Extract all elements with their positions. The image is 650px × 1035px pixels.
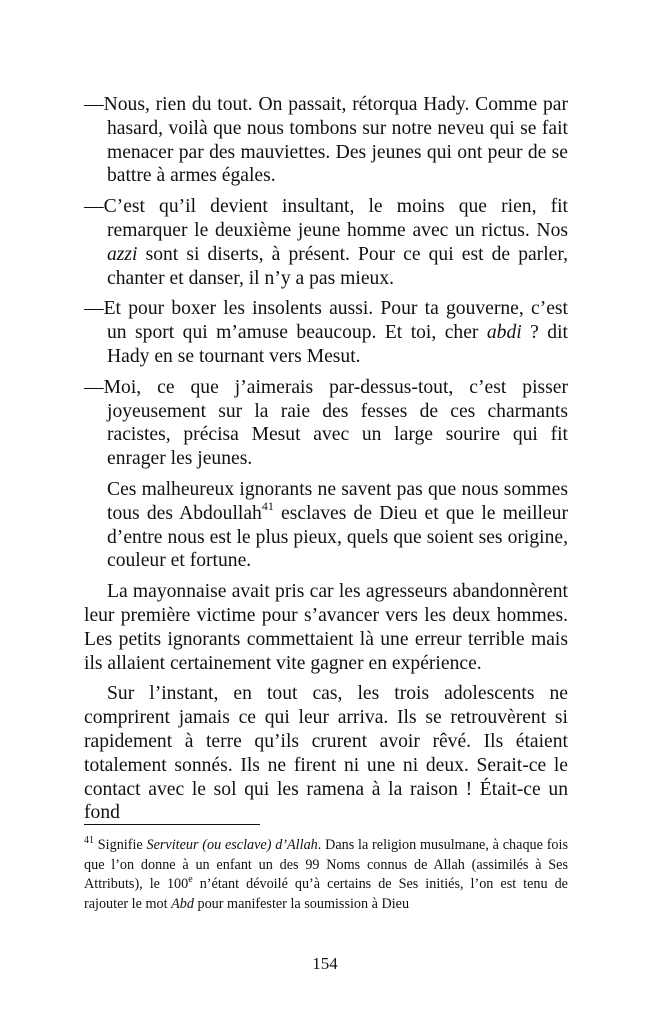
footnote-text: Signifie	[94, 837, 147, 853]
footnote-text: . Dans la religion musulmane, à chaque fois que l’on donne à un enfant un des 99 Noms connus de Allah (assimilés à Ses Attributs), le 100	[84, 837, 568, 892]
paragraph-text: Ces malheureux ignorants ne savent pas que nous sommes tous des Abdoullah	[107, 478, 568, 524]
footnote	[84, 836, 568, 914]
ordinal-suffix: e	[188, 874, 193, 886]
dialogue-dash: —	[84, 298, 104, 320]
main-text	[84, 93, 568, 832]
footnote-separator	[84, 824, 260, 825]
footnote-italic: Serviteur (ou esclave) d’Allah	[146, 837, 318, 853]
page-number: 154	[312, 954, 338, 973]
dialogue-text: sont si diserts, à présent. Pour ce qui est de parler, chanter et danser, il n’y a pas mieux.	[107, 243, 568, 289]
paragraph-text: esclaves de Dieu et que le meilleur d’entre nous est le plus pieux, quels que soient ses origine, couleur et fortune.	[107, 502, 569, 572]
dialogue-line	[84, 376, 568, 471]
footnote-italic: Abd	[171, 895, 194, 912]
dialogue-line	[84, 297, 568, 368]
dialogue-dash: —	[84, 196, 104, 218]
dialogue-text: ? dit Hady en se tournant vers Mesut.	[107, 322, 568, 367]
dialogue-dash: —	[84, 94, 104, 115]
footnote-reference[interactable]: 41	[261, 499, 274, 514]
italic-word: abdi	[486, 322, 522, 344]
paragraph: La mayonnaise avait pris car les agresseurs abandonnèrent leur première victime pour s’avancer vers les deux hommes. Les petits ignorants commettaient là une erreur terrible mais ils allaient certainement vite gagner en expérience.	[84, 581, 568, 674]
paragraph: Sur l’instant, en tout cas, les trois adolescents ne comprirent jamais ce qui leur arriva. Ils se retrouvèrent si rapidement à terre qu’ils crurent avoir rêvé. Ils étaient totalement sonnés. Ils ne firent ni une ni deux. Serait-ce le contact avec le sol qui les ramena à la raison ! Était-ce un fond	[84, 683, 568, 824]
footnote-text: n’étant dévoilé qu’à certains de Ses initiés, l’on est tenu de rajouter le mot	[84, 876, 568, 912]
footnote-text: pour manifester la soumission à Dieu	[193, 895, 410, 912]
dialogue-text: C’est qu’il devient insultant, le moins que rien, fit remarquer le deuxième jeune homme avec un rictus. Nos	[103, 196, 568, 241]
dialogue-line	[84, 195, 568, 290]
dialogue-text: Et pour boxer les insolents aussi. Pour ta gouverne, c’est un sport qui m’amuse beaucoup. Et toi, cher	[103, 298, 568, 344]
dialogue-line	[84, 93, 568, 188]
footnote-number: 41	[84, 835, 94, 847]
dialogue-text: Nous, rien du tout. On passait, rétorqua Hady. Comme par hasard, voilà que nous tombons sur notre neveu qui se fait menacer par des mauviettes. Des jeunes qui ont peur de se battre à armes égales.	[103, 94, 568, 187]
indented-paragraph	[107, 478, 568, 573]
dialogue-text: Moi, ce que j’aimerais par-dessus-tout, c’est pisser joyeusement sur la raie des fesses de ces charmants racistes, précisa Mesut avec un large sourire qui fit enrager les jeunes.	[103, 376, 568, 470]
dialogue-dash: —	[84, 376, 104, 398]
italic-word: azzi	[107, 243, 138, 265]
